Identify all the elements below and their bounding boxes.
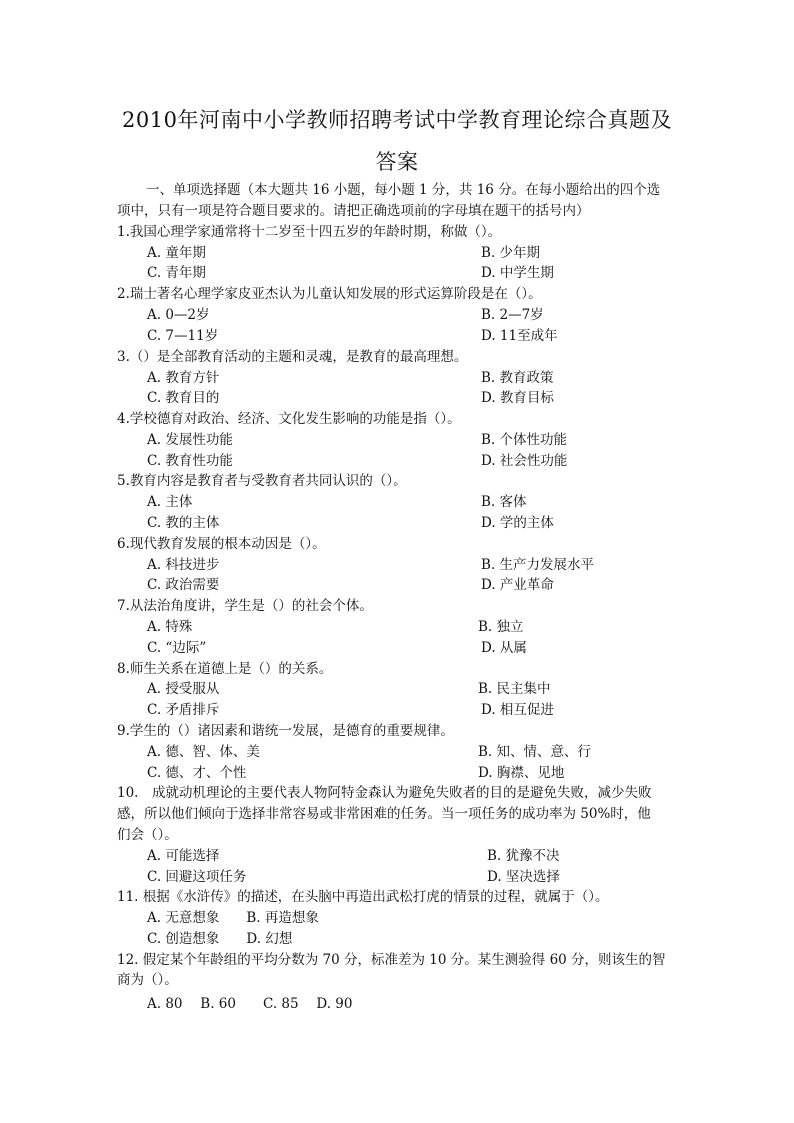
question-5-option-a: A. 主体 (147, 494, 193, 510)
question-6-option-a: A. 科技进步 (147, 557, 220, 573)
question-6-option-b: B. 生产力发展水平 (481, 557, 595, 573)
question-5-option-b: B. 客体 (481, 494, 527, 510)
question-3-option-a: A. 教育方针 (147, 370, 220, 386)
question-12-stem-line1: 12. 假定某个年龄组的平均分数为 70 分，标准差为 10 分。某生测验得 60 分，则该生的智 (117, 952, 666, 968)
question-8-option-b: B. 民主集中 (478, 681, 551, 697)
question-2-option-a: A. 0—2岁 (147, 307, 210, 323)
question-8-option-d: D. 相互促进 (481, 702, 554, 718)
question-1-option-c: C. 青年期 (147, 265, 206, 281)
question-8-option-c: C. 矛盾排斥 (147, 702, 220, 718)
question-10-stem-line2: 感，所以他们倾向于选择非常容易或非常困难的任务。当一项任务的成功率为 50%时，他 (117, 806, 651, 822)
question-4-option-b: B. 个体性功能 (481, 432, 568, 448)
question-9-stem: 9.学生的（）诸因素和谐统一发展，是德育的重要规律。 (117, 723, 454, 739)
question-3-option-c: C. 教育目的 (147, 390, 220, 406)
question-1-stem: 1.我国心理学家通常将十二岁至十四五岁的年龄时期，称做（）。 (117, 224, 502, 240)
question-7-stem: 7.从法治角度讲，学生是（）的社会个体。 (117, 598, 373, 614)
question-10-option-c: C. 回避这项任务 (147, 869, 247, 885)
question-7-option-b: B. 独立 (478, 619, 524, 635)
question-4-option-a: A. 发展性功能 (147, 432, 233, 448)
question-10-option-b: B. 犹豫不决 (487, 848, 560, 864)
question-3-stem: 3.（）是全部教育活动的主题和灵魂，是教育的最高理想。 (117, 349, 468, 365)
question-9-option-d: D. 胸襟、见地 (478, 765, 565, 781)
question-12-stem-line2: 商为（）。 (117, 972, 178, 988)
question-1-option-d: D. 中学生期 (481, 265, 554, 281)
question-9-option-c: C. 德、才、个性 (147, 765, 247, 781)
question-1-option-b: B. 少年期 (481, 245, 541, 261)
question-10-option-d: D. 坚决选择 (487, 869, 560, 885)
document-title-line1: 2010年河南中小学教师招聘考试中学教育理论综合真题及 (122, 108, 672, 132)
question-11-stem: 11. 根据《水浒传》的描述，在头脑中再造出武松打虎的情景的过程，就属于（）。 (117, 889, 609, 905)
question-11-options-cd: C. 创造想象 D. 幻想 (147, 931, 293, 947)
document-title-line2: 答案 (375, 150, 419, 174)
question-6-stem: 6.现代教育发展的根本动因是（）。 (117, 536, 326, 552)
question-12-options: A. 80 B. 60 C. 85 D. 90 (147, 996, 353, 1012)
question-2-option-b: B. 2—7岁 (481, 307, 544, 323)
question-7-option-a: A. 特殊 (147, 619, 193, 635)
question-9-option-a: A. 德、智、体、美 (147, 744, 260, 760)
question-5-option-c: C. 教的主体 (147, 515, 220, 531)
question-6-option-d: D. 产业革命 (481, 577, 554, 593)
question-4-stem: 4.学校德育对政治、经济、文化发生影响的功能是指（）。 (117, 411, 461, 427)
question-1-option-a: A. 童年期 (147, 245, 206, 261)
question-4-option-c: C. 教育性功能 (147, 453, 233, 469)
question-2-stem: 2.瑞士著名心理学家皮亚杰认为儿童认知发展的形式运算阶段是在（）。 (117, 286, 542, 302)
question-8-stem: 8.师生关系在道德上是（）的关系。 (117, 661, 333, 677)
question-7-option-c: C. “边际” (147, 640, 207, 656)
question-11-options-ab: A. 无意想象 B. 再造想象 (147, 910, 319, 926)
question-3-option-d: D. 教育目标 (481, 390, 554, 406)
section-instructions-line2: 项中，只有一项是符合题目要求的。请把正确选项前的字母填在题干的括号内） (117, 203, 590, 219)
question-9-option-b: B. 知、情、意、行 (478, 744, 592, 760)
question-6-option-c: C. 政治需要 (147, 577, 220, 593)
question-7-option-d: D. 从属 (481, 640, 527, 656)
question-5-option-d: D. 学的主体 (481, 515, 554, 531)
question-5-stem: 5.教育内容是教育者与受教育者共同认识的（）。 (117, 473, 407, 489)
section-instructions-line1: 一、单项选择题（本大题共 16 小题，每小题 1 分，共 16 分。在每小题给出的四个选 (146, 182, 661, 198)
question-10-option-a: A. 可能选择 (147, 848, 220, 864)
question-10-stem-line3: 们会（）。 (117, 827, 178, 843)
question-10-stem-line1: 10. 成就动机理论的主要代表人物阿特金森认为避免失败者的目的是避免失败，减少失败 (117, 785, 652, 801)
question-3-option-b: B. 教育政策 (481, 370, 554, 386)
question-2-option-c: C. 7—11岁 (147, 328, 219, 344)
question-8-option-a: A. 授受服从 (147, 681, 220, 697)
question-2-option-d: D. 11至成年 (481, 328, 558, 344)
question-4-option-d: D. 社会性功能 (481, 453, 568, 469)
